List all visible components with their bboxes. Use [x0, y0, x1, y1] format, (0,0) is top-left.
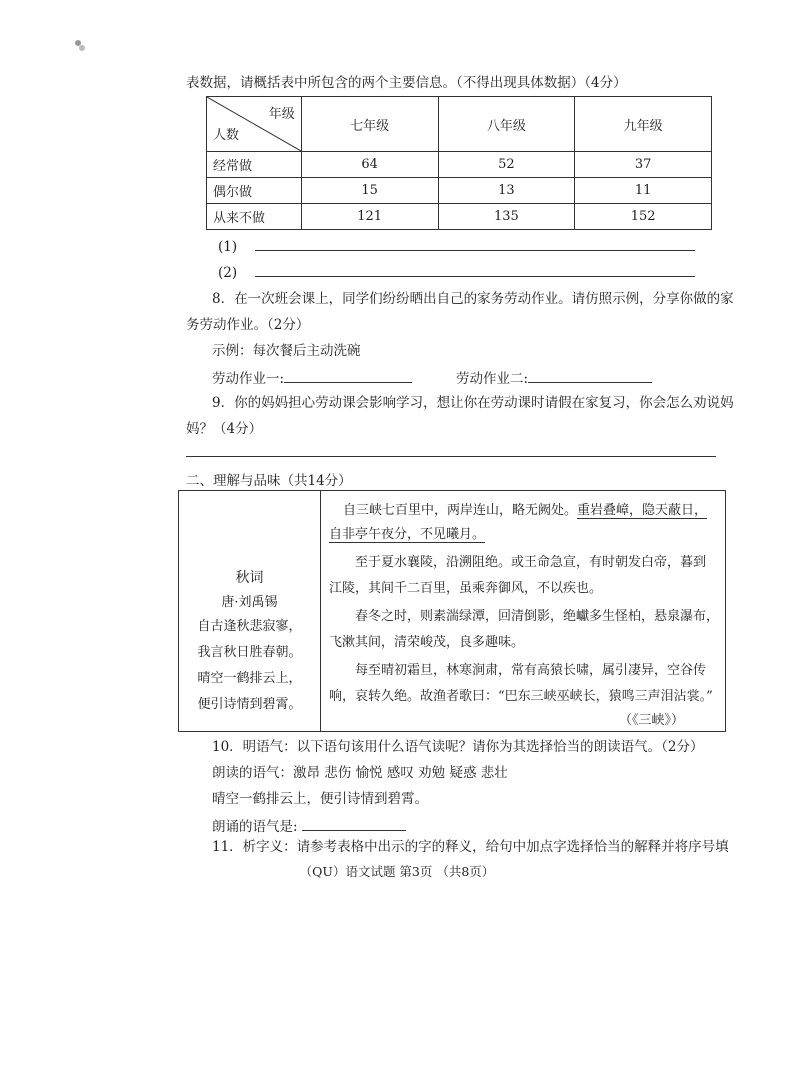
q9-answer-blank[interactable] [186, 456, 716, 457]
essay-line: 春冬之时，则素湍绿潭，回清倒影，绝巘多生怪柏，悬泉瀑布， [355, 609, 720, 624]
q10-sentence: 晴空一鹤排云上，便引诗情到碧霄。 [212, 791, 428, 807]
q10-tones: 朗读的语气：激昂 悲伤 愉悦 感叹 劝勉 疑惑 悲壮 [212, 765, 508, 781]
poem-line: 自古逢秋悲寂寥， [197, 619, 302, 634]
section-2-title: 二、理解与品味（共14分） [186, 473, 352, 489]
table-cell: 64 [301, 152, 438, 178]
q8-example: 示例：每次餐后主动洗碗 [212, 343, 361, 359]
poem-author: 唐·刘禹锡 [221, 595, 278, 610]
q10-answer-label: 朗诵的语气是: [212, 819, 298, 835]
answer-line-2[interactable] [218, 262, 695, 282]
page-footer: （QU）语文试题 第3页 （共8页） [299, 864, 495, 879]
table-row [207, 152, 712, 178]
answer-blank[interactable] [255, 236, 695, 251]
table-row [207, 178, 712, 204]
essay-line: 飞漱其间，清荣峻茂，良多趣味。 [329, 635, 525, 650]
scan-mark-icon [72, 38, 88, 54]
table-corner-cell [207, 97, 302, 152]
task1-label: 劳动作业一: [212, 371, 285, 387]
essay-line: 江陵，其间千二百里，虽乘奔御风，不以疾也。 [329, 581, 603, 596]
answer-label: (2) [218, 265, 238, 281]
q8-line2: 务劳动作业。（2分） [186, 317, 310, 333]
essay-line: 响，哀转久绝。故渔者歌曰：“巴东三峡巫峡长，猿鸣三声泪沾裳。” [329, 689, 713, 704]
table-cell: 135 [438, 204, 575, 230]
intro-line: 表数据，请概括表中所包含的两个主要信息。（不得出现具体数据）（4分） [186, 75, 627, 91]
underlined-phrase: 自非亭午夜分，不见曦月。 [329, 527, 486, 542]
poem-title: 秋词 [235, 570, 264, 586]
row-label: 偶尔做 [207, 178, 302, 204]
q10-answer-blank[interactable] [302, 816, 406, 831]
table-cell: 11 [575, 178, 712, 204]
table-row [207, 204, 712, 230]
answer-blank[interactable] [255, 262, 695, 277]
column-header: 七年级 [301, 97, 438, 152]
essay-line [329, 523, 485, 542]
grade-table [206, 96, 712, 230]
reading-divider [320, 491, 321, 731]
q8-line1: 8．在一次班会课上，同学们纷纷晒出自己的家务劳动作业。请仿照示例，分享你做的家 [212, 291, 734, 307]
underlined-phrase: 重岩叠嶂，隐天蔽日， [577, 503, 708, 518]
answer-line-1[interactable] [218, 236, 695, 256]
task1-blank[interactable] [284, 368, 412, 383]
table-cell: 13 [438, 178, 575, 204]
essay-source: （《三峡》） [619, 713, 685, 728]
q9-line1: 9．你的妈妈担心劳动课会影响学习，想让你在劳动课时请假在家复习，你会怎么劝说妈 [212, 395, 734, 411]
task2-label: 劳动作业二: [456, 371, 529, 387]
table-cell: 15 [301, 178, 438, 204]
answer-label: (1) [218, 239, 238, 255]
column-header: 九年级 [575, 97, 712, 152]
table-cell: 152 [575, 204, 712, 230]
corner-top-label: 年级 [268, 107, 295, 122]
column-header: 八年级 [438, 97, 575, 152]
poem-line: 晴空一鹤排云上， [197, 671, 302, 686]
row-label: 经常做 [207, 152, 302, 178]
reading-box [178, 490, 726, 732]
q8-task2 [456, 368, 652, 388]
essay-line: 自三峡七百里中，两岸连山，略无阙处。重岩叠嶂，隐天蔽日， [343, 503, 708, 518]
table-cell: 121 [301, 204, 438, 230]
poem-line: 便引诗情到碧霄。 [197, 697, 302, 712]
q8-task1 [212, 368, 412, 388]
task2-blank[interactable] [528, 368, 652, 383]
essay-line: 至于夏水襄陵，沿溯阻绝。或王命急宣，有时朝发白帝，暮到 [355, 555, 707, 570]
table-cell: 37 [575, 152, 712, 178]
row-label: 从来不做 [207, 204, 302, 230]
q9-line2: 妈？（4分） [186, 421, 263, 437]
table-cell: 52 [438, 152, 575, 178]
q11-line: 11．析字义：请参考表格中出示的字的释义，给句中加点字选择恰当的解释并将序号填 [212, 839, 729, 855]
q10-answer [212, 816, 406, 836]
corner-bottom-label: 人数 [213, 128, 240, 143]
poem-line: 我言秋日胜春朝。 [197, 645, 302, 660]
essay-line: 每至晴初霜旦，林寒涧肃，常有高猿长啸，属引凄异，空谷传 [355, 663, 707, 678]
q10-line1: 10．明语气：以下语句该用什么语气读呢？请你为其选择恰当的朗读语气。（2分） [212, 739, 704, 755]
